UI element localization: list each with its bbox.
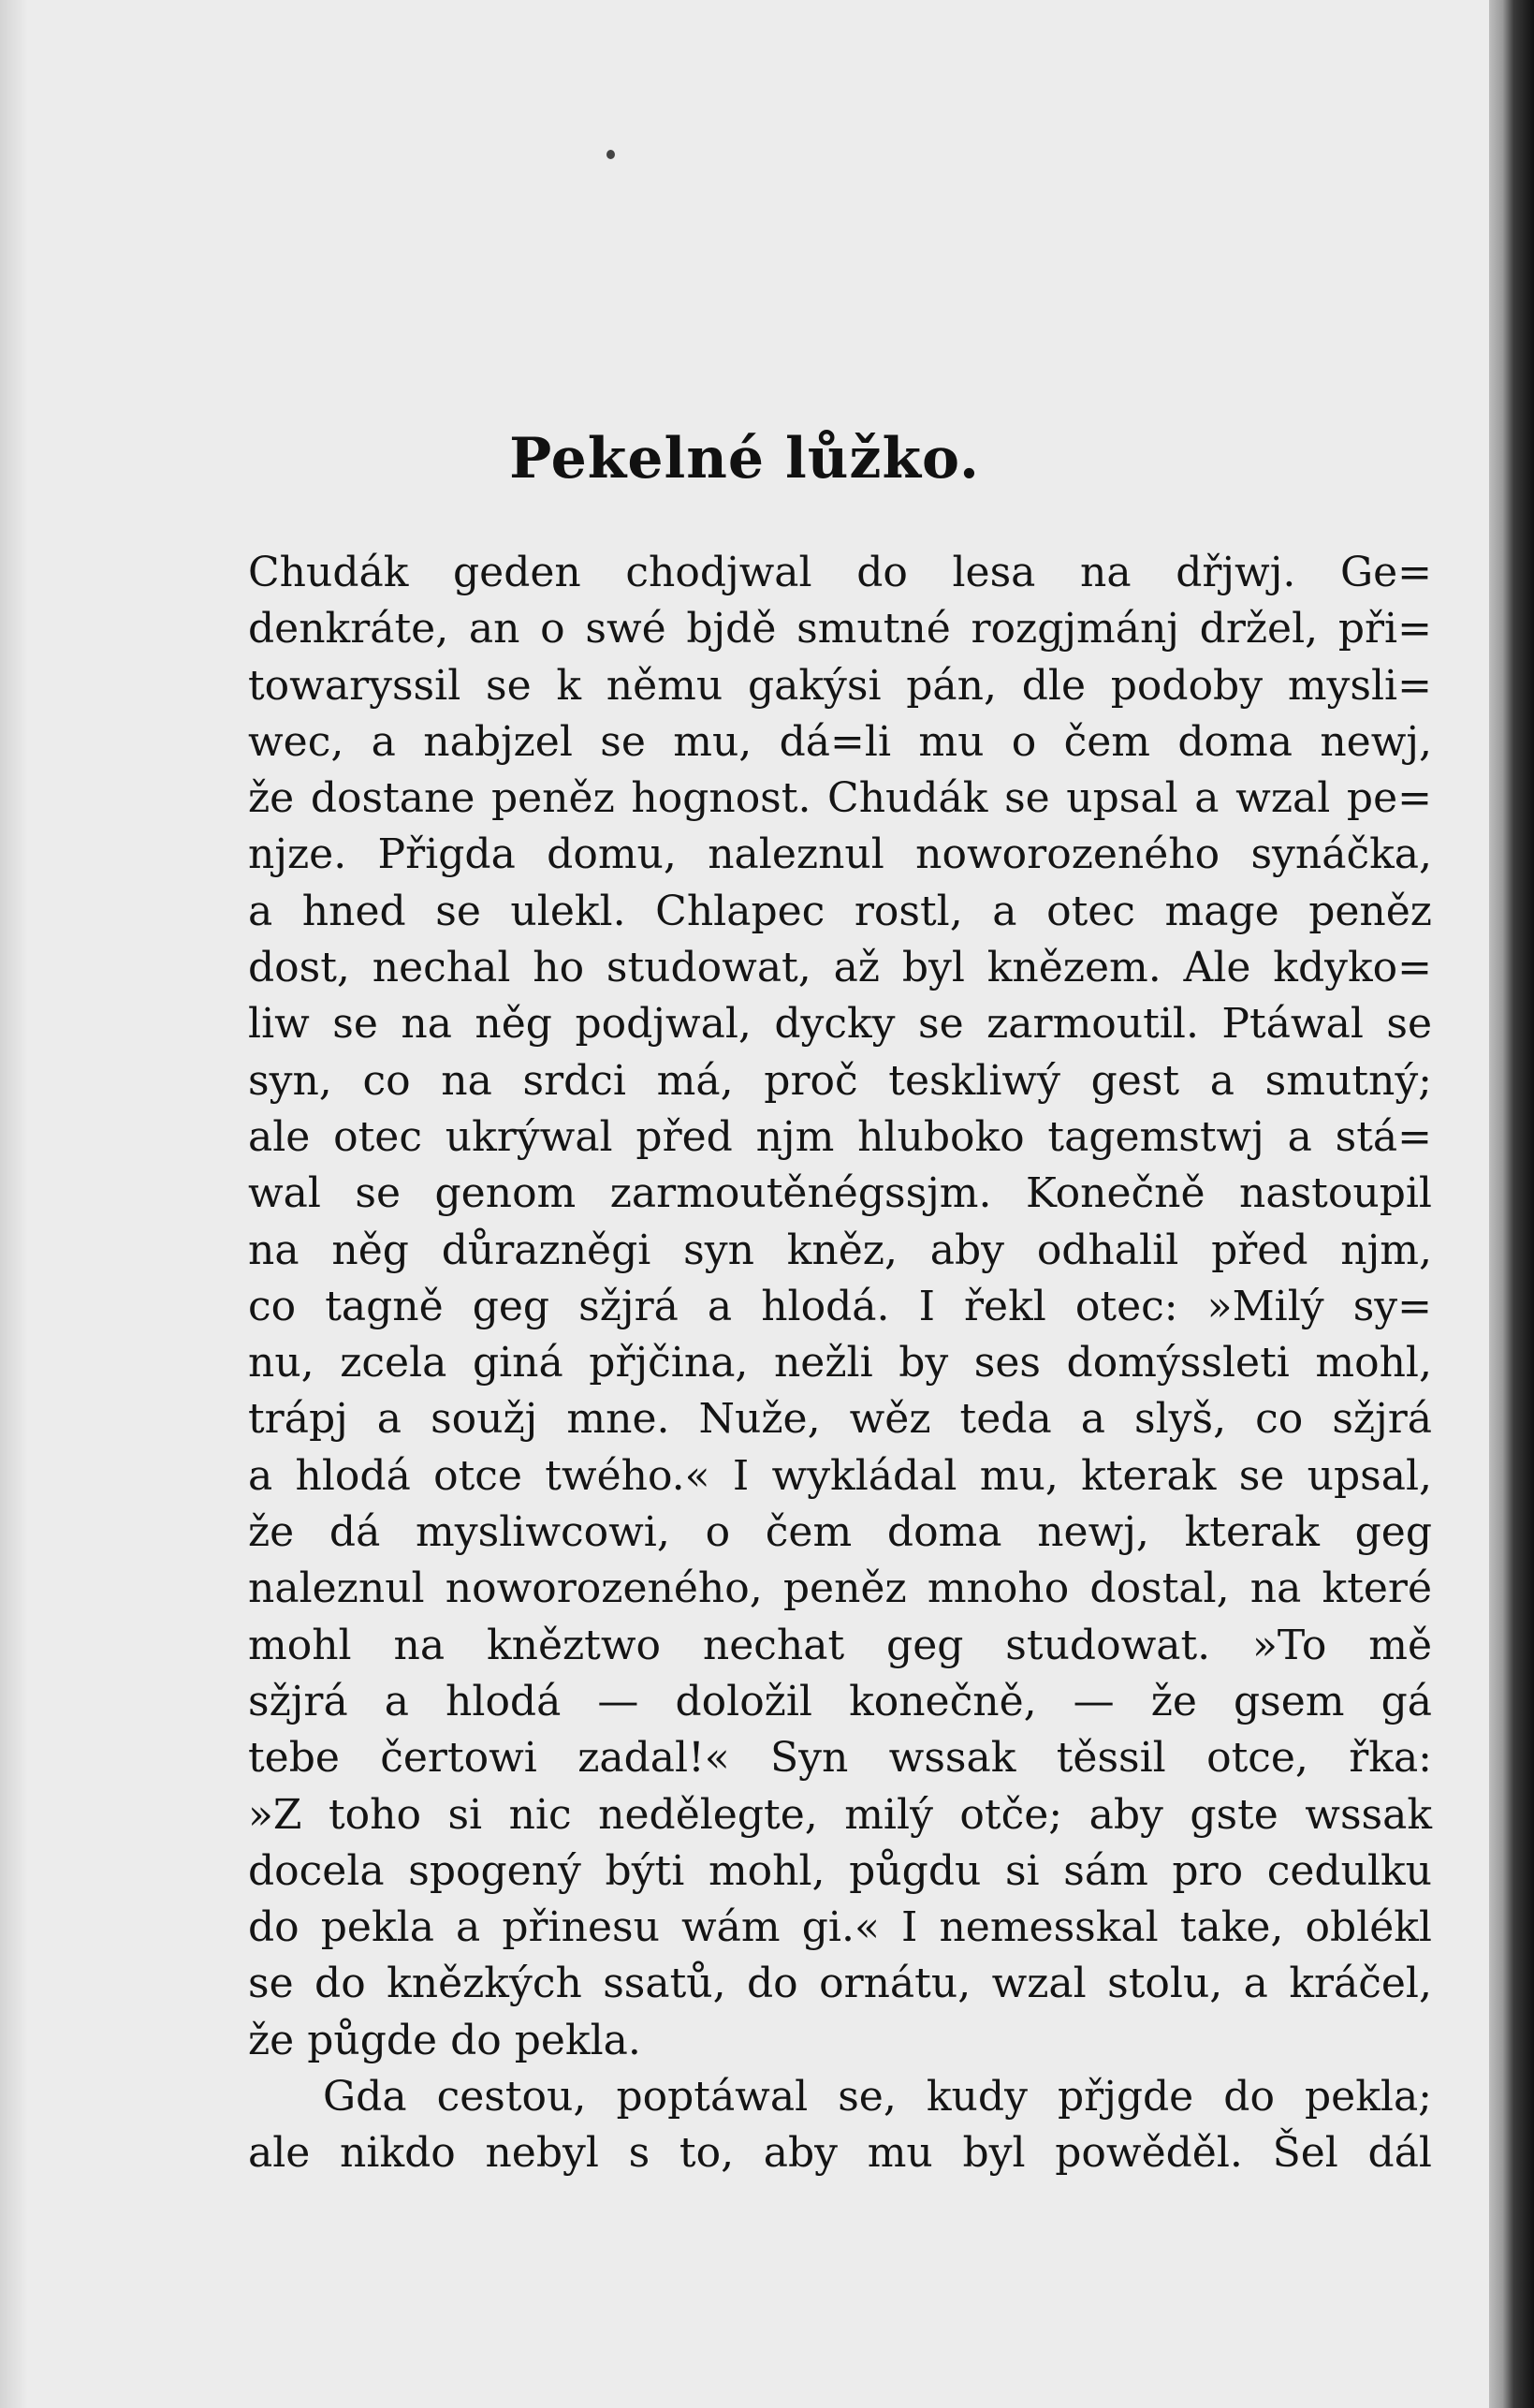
body-text bbox=[248, 545, 1432, 2182]
text-line: syn, co na srdci má, proč teskliwý gest a smutný; bbox=[248, 1056, 1432, 1105]
text-line: wal se genom zarmoutěnégssjm. Konečně nastoupil bbox=[248, 1169, 1432, 1218]
text-line: towaryssil se k němu gakýsi pán, dle podoby mysli= bbox=[248, 661, 1432, 710]
text-line: že dostane peněz hognost. Chudák se upsal a wzal pe= bbox=[248, 774, 1432, 823]
page-edge-shadow bbox=[1489, 0, 1534, 2408]
paragraph-2 bbox=[248, 2069, 1432, 2182]
text-line: že půgde do pekla. bbox=[248, 2016, 641, 2064]
paragraph-1 bbox=[248, 545, 1432, 2069]
page-gutter-shade bbox=[0, 0, 28, 2408]
text-line: njze. Přigda domu, naleznul noworozeného synáčka, bbox=[248, 830, 1432, 879]
text-line: Chudák geden chodjwal do lesa na dřjwj. Ge= bbox=[248, 549, 1432, 596]
text-line: že dá mysliwcowi, o čem doma newj, kterak geg bbox=[248, 1508, 1432, 1557]
text-line: co tagně geg sžjrá a hlodá. I řekl otec: »Milý sy= bbox=[248, 1282, 1432, 1330]
text-line: na něg důrazněgi syn kněz, aby odhalil před njm, bbox=[248, 1226, 1432, 1274]
text-line: sžjrá a hlodá — doložil konečně, — že gsem gá bbox=[248, 1677, 1432, 1725]
text-line: mohl na kněztwo nechat geg studowat. »To mě bbox=[248, 1621, 1432, 1669]
text-line: se do knězkých ssatů, do ornátu, wzal stolu, a kráčel, bbox=[248, 1960, 1432, 2008]
text-line: nu, zcela giná přjčina, nežli by ses domýssleti mohl, bbox=[248, 1339, 1432, 1388]
text-line: docela spogený býti mohl, půgdu si sám pro cedulku bbox=[248, 1846, 1432, 1895]
text-line: a hlodá otce twého.« I wykládal mu, kterak se upsal, bbox=[248, 1451, 1432, 1500]
text-line: wec, a nabjzel se mu, dá=li mu o čem doma newj, bbox=[248, 717, 1432, 766]
text-line: liw se na něg podjwal, dycky se zarmoutil. Ptáwal se bbox=[248, 1000, 1432, 1049]
text-line: denkráte, an o swé bjdě smutné rozgjmánj držel, při= bbox=[248, 605, 1432, 653]
text-line: a hned se ulekl. Chlapec rostl, a otec mage peněz bbox=[248, 887, 1432, 935]
text-line: ale nikdo nebyl s to, aby mu byl powěděl. Šel dál bbox=[248, 2129, 1432, 2178]
ink-speck bbox=[606, 150, 615, 159]
text-line: Gda cestou, poptáwal se, kudy přjgde do pekla; bbox=[323, 2073, 1432, 2122]
text-line: »Z toho si nic nedělegte, milý otče; aby gste wssak bbox=[248, 1790, 1432, 1839]
text-line: trápj a soužj mne. Nuže, wěz teda a slyš, co sžjrá bbox=[248, 1395, 1432, 1444]
text-line: ale otec ukrýwal před njm hluboko tagemstwj a stá= bbox=[248, 1112, 1432, 1161]
text-line: dost, nechal ho studowat, až byl knězem. Ale kdyko= bbox=[248, 944, 1432, 992]
text-line: tebe čertowi zadal!« Syn wssak těssil otce, řka: bbox=[248, 1734, 1432, 1783]
text-line: do pekla a přinesu wám gi.« I nemesskal take, oblékl bbox=[248, 1903, 1432, 1952]
text-line: naleznul noworozeného, peněz mnoho dostal, na které bbox=[248, 1564, 1432, 1613]
page-title: Pekelné lůžko. bbox=[509, 426, 980, 492]
